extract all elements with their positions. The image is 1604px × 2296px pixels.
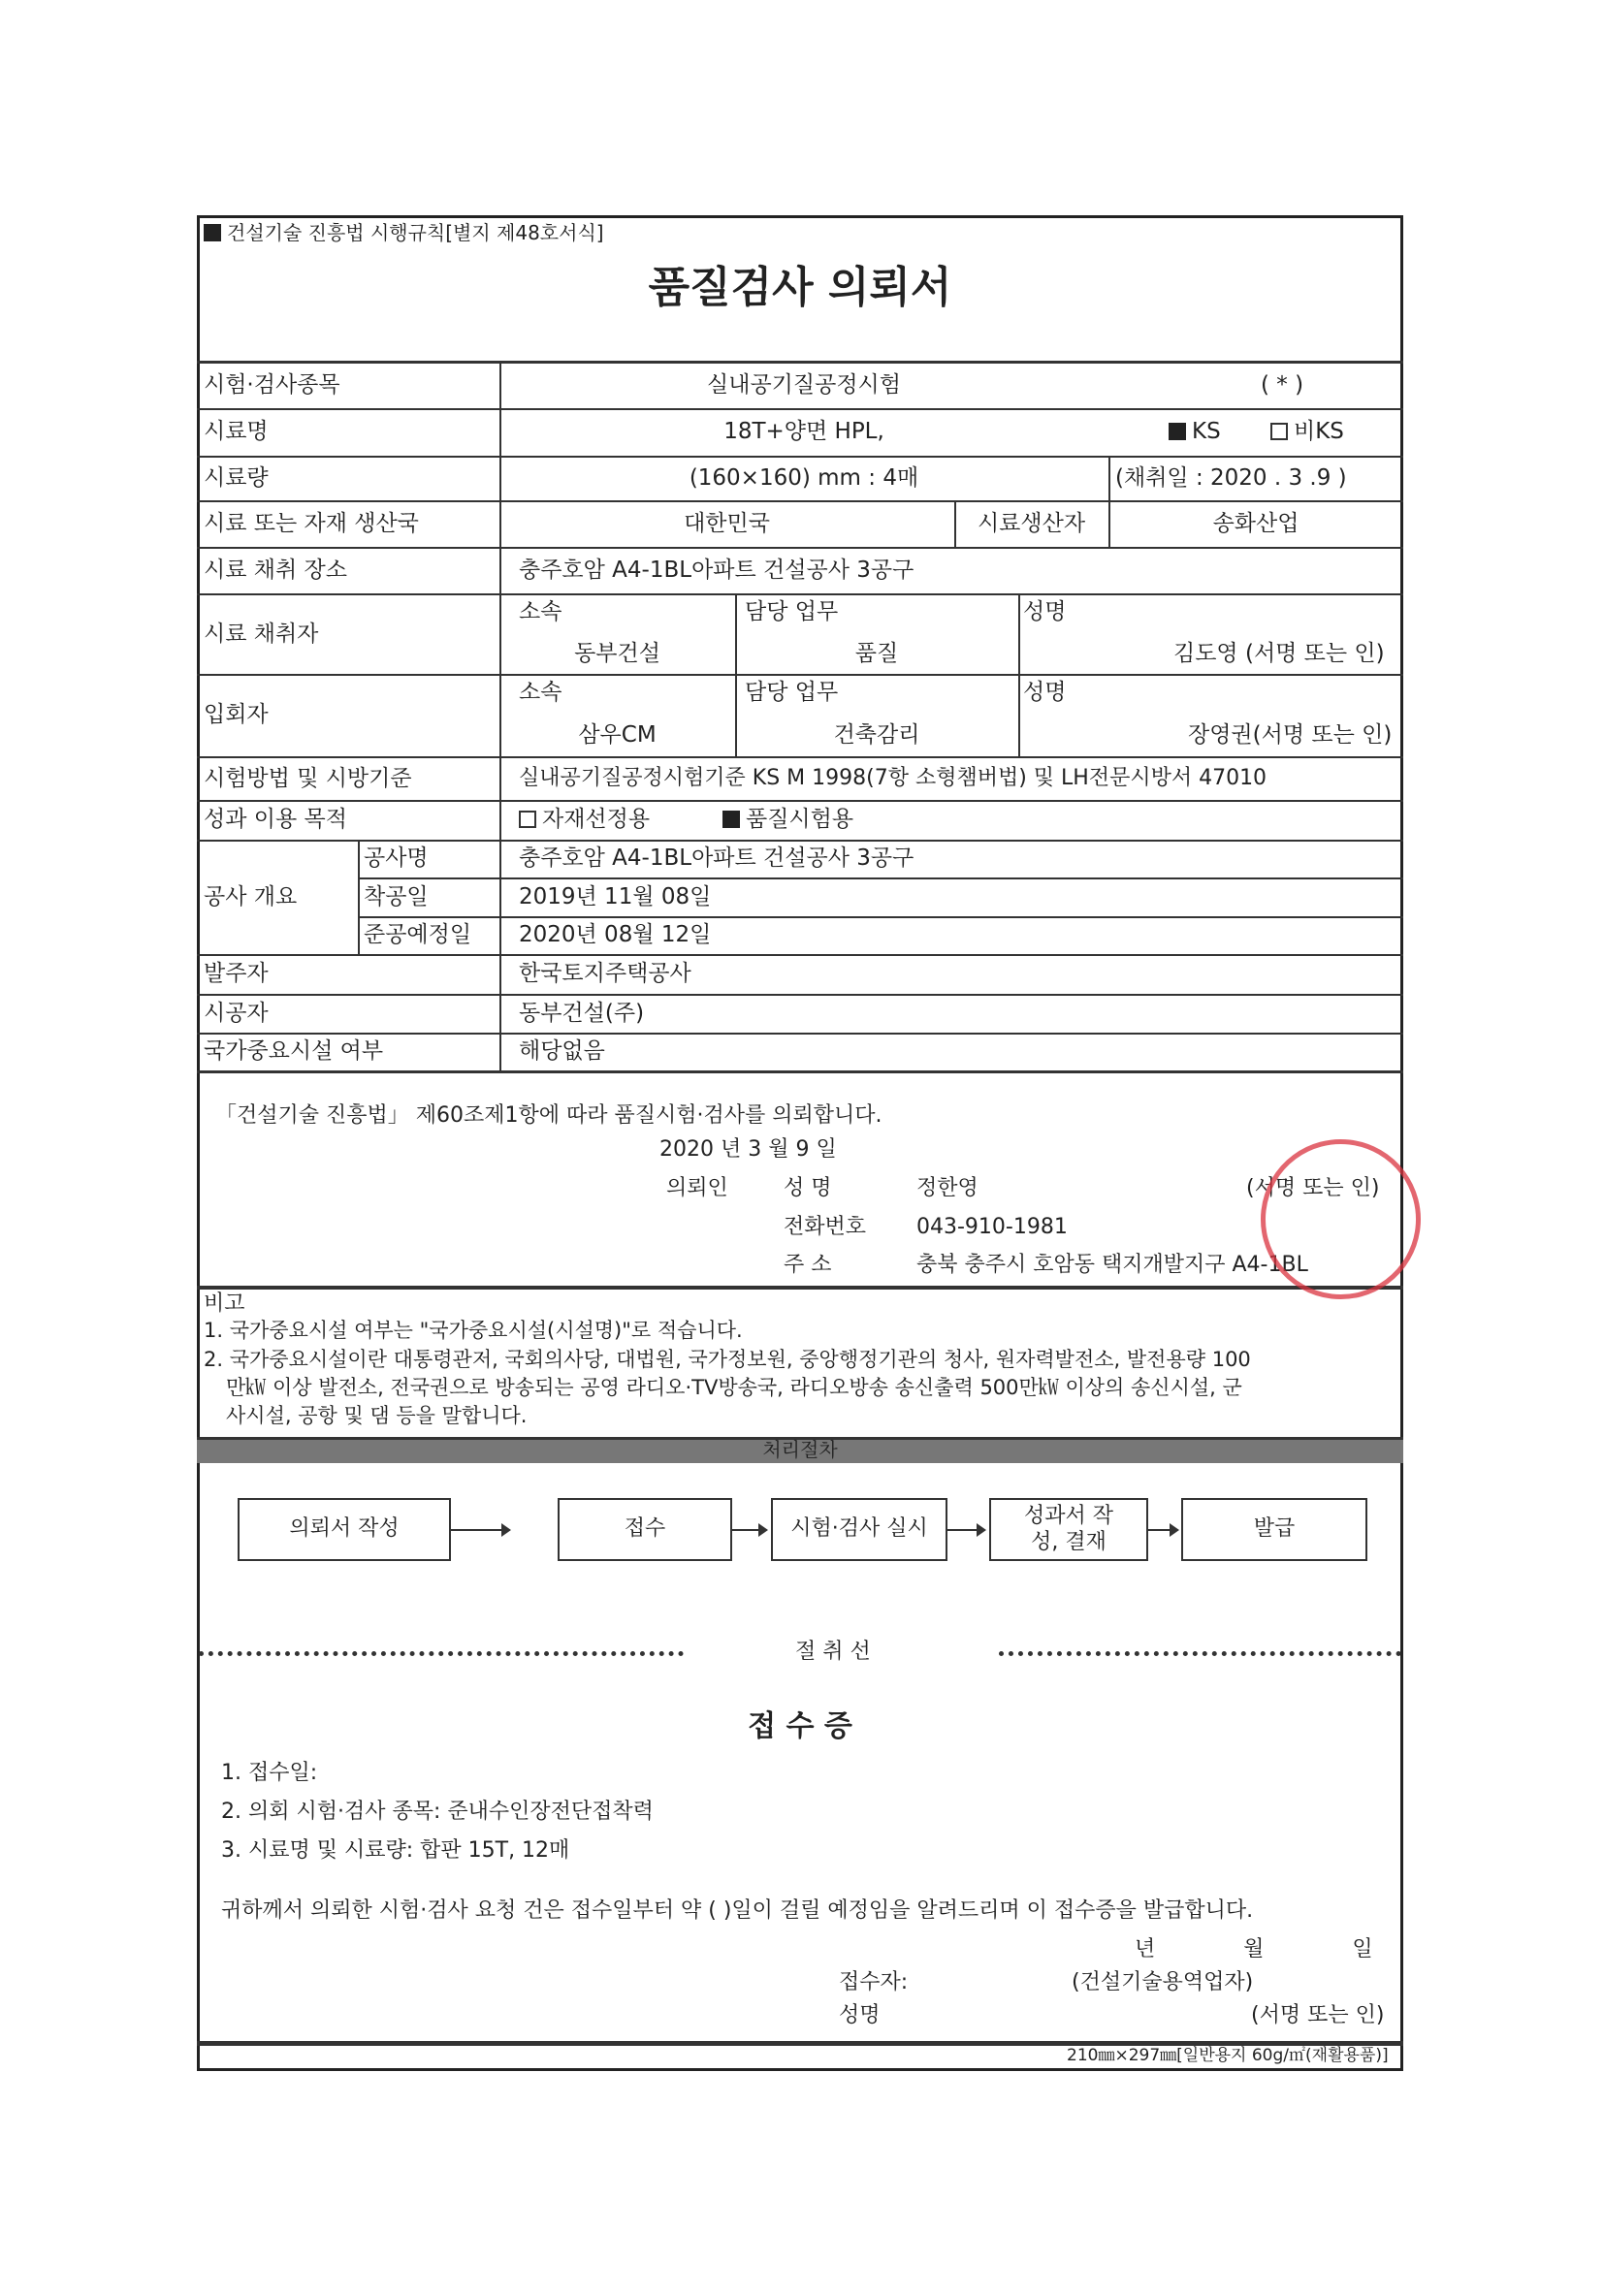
arrow-right-icon (732, 1529, 766, 1531)
witness-org: 삼우CM (578, 722, 657, 748)
sample-name-value: 18T+양면 HPL, (723, 419, 884, 444)
process-step-4: 성과서 작성, 결재 (989, 1498, 1148, 1561)
end-date: 2020년 08월 12일 (519, 922, 712, 947)
label-national: 국가중요시설 여부 (204, 1038, 384, 1064)
process-step-1: 의뢰서 작성 (238, 1498, 451, 1561)
receipt-item-1: 1. 접수일: (221, 1761, 318, 1785)
arrow-right-icon (947, 1529, 984, 1531)
form-reference: 건설기술 진흥법 시행규칙[별지 제48호서식] (204, 223, 604, 242)
label-sample-name: 시료명 (204, 419, 269, 444)
receipt-item-2: 2. 의회 시험·검사 종목: 준내수인장전단접착력 (221, 1800, 654, 1824)
paper-spec: 210㎜×297㎜[일반용지 60g/㎡(재활용품)] (1067, 2046, 1389, 2065)
empty-box-icon (1270, 423, 1288, 440)
cut-line-right (999, 1651, 1401, 1656)
process-step-2: 접수 (558, 1498, 732, 1561)
label-origin: 시료 또는 자재 생산국 (204, 511, 419, 536)
receipt-title: 접 수 증 (748, 1709, 852, 1743)
label-project: 공사 개요 (204, 884, 298, 909)
arrow-right-icon (451, 1529, 509, 1531)
receiver-name-label: 성명 (839, 2003, 881, 2027)
requester-label: 의뢰인 (666, 1176, 728, 1200)
note-2-cont2: 사시설, 공항 및 댐 등을 말합니다. (226, 1404, 528, 1427)
receipt-date: 년 월 일 (1135, 1937, 1373, 1961)
witness-name-label: 성명 (1023, 680, 1067, 705)
process-title: 처리절차 (762, 1438, 838, 1461)
sample-date: (채취일 : 2020 . 3 .9 ) (1115, 465, 1347, 491)
label-sampler: 시료 채취자 (204, 622, 319, 647)
label-method: 시험방법 및 시방기준 (204, 766, 412, 791)
start-date: 2019년 11월 08일 (519, 884, 712, 909)
contractor-value: 동부건설(주) (519, 1001, 645, 1026)
receiver-sign: (서명 또는 인) (1251, 2003, 1385, 2027)
non-ks-checkbox[interactable]: 비KS (1270, 421, 1344, 443)
witness-duty: 건축감리 (833, 722, 920, 748)
sampler-duty: 품질 (854, 641, 899, 666)
sampler-name: 김도영 (서명 또는 인) (1173, 641, 1385, 666)
process-step-3: 시험·검사 실시 (771, 1498, 947, 1561)
declaration-text: 「건설기술 진흥법」 제60조제1항에 따라 품질시험·검사를 의뢰합니다. (215, 1103, 882, 1128)
requester-name: 정한영 (916, 1176, 978, 1200)
label-end: 준공예정일 (364, 922, 472, 947)
receiver-company: (건설기술용역업자) (1072, 1970, 1254, 1994)
label-project-name: 공사명 (364, 845, 429, 871)
sign-placeholder: (서명 또는 인) (1246, 1176, 1380, 1200)
witness-duty-label: 담당 업무 (745, 680, 839, 705)
checked-box-icon (1169, 423, 1186, 440)
sampler-org-label: 소속 (519, 599, 562, 624)
note-1: 1. 국가중요시설 여부는 "국가중요시설(시설명)"로 적습니다. (204, 1319, 743, 1342)
address-label: 주 소 (784, 1253, 832, 1277)
witness-name: 장영권(서명 또는 인) (1188, 722, 1393, 748)
phone-label: 전화번호 (784, 1215, 867, 1239)
purpose-option-material[interactable]: 자재선정용 (519, 809, 650, 831)
arrow-right-icon (1148, 1529, 1177, 1531)
place-value: 충주호암 A4-1BL아파트 건설공사 3공구 (519, 558, 914, 583)
label-producer: 시료생산자 (977, 511, 1086, 536)
sampler-org: 동부건설 (574, 641, 660, 666)
cut-line-left (199, 1651, 684, 1656)
label-witness: 입회자 (204, 702, 269, 727)
ks-checkbox[interactable]: KS (1169, 421, 1221, 443)
note-2: 2. 국가중요시설이란 대통령관저, 국회의사당, 대법원, 국가정보원, 중앙행정기관의 청사, 원자력발전소, 발전용량 100 (204, 1348, 1251, 1371)
receiver-label: 접수자: (839, 1970, 909, 1994)
label-purpose: 성과 이용 목적 (204, 807, 347, 832)
method-value: 실내공기질공정시험기준 KS M 1998(7항 소형챔버법) 및 LH전문시방서 47010 (519, 766, 1267, 790)
project-name: 충주호암 A4-1BL아파트 건설공사 3공구 (519, 845, 914, 871)
label-contractor: 시공자 (204, 1001, 269, 1026)
witness-org-label: 소속 (519, 680, 562, 705)
sampler-name-label: 성명 (1023, 599, 1067, 624)
test-item-extra: ( * ) (1261, 372, 1304, 398)
purpose-option-quality[interactable]: 품질시험용 (722, 809, 853, 831)
receipt-message: 귀하께서 의뢰한 시험·검사 요청 건은 접수일부터 약 ( )일이 걸릴 예정임을 알려드리며 이 접수증을 발급합니다. (221, 1898, 1254, 1923)
sampler-duty-label: 담당 업무 (745, 599, 839, 624)
name-label: 성 명 (784, 1176, 832, 1200)
label-client: 발주자 (204, 961, 269, 986)
label-place: 시료 채취 장소 (204, 558, 347, 583)
note-2-cont: 만㎾ 이상 발전소, 전국권으로 방송되는 공영 라디오·TV방송국, 라디오방송 송신출력 500만㎾ 이상의 송신시설, 군 (226, 1376, 1242, 1399)
process-step-5: 발급 (1181, 1498, 1367, 1561)
declaration-date: 2020 년 3 월 9 일 (659, 1137, 837, 1162)
notes-title: 비고 (204, 1292, 245, 1316)
label-start: 착공일 (364, 884, 429, 909)
test-item-value: 실내공기질공정시험 (707, 372, 901, 398)
address-value: 충북 충주시 호암동 택지개발지구 A4-1BL (916, 1253, 1308, 1277)
page-title: 품질검사 의뢰서 (648, 263, 952, 312)
receipt-item-3: 3. 시료명 및 시료량: 합판 15T, 12매 (221, 1838, 570, 1863)
national-value: 해당없음 (519, 1038, 605, 1064)
label-test-item: 시험·검사종목 (204, 372, 340, 398)
origin-value: 대한민국 (684, 511, 770, 536)
cut-line-label: 절 취 선 (795, 1640, 871, 1664)
label-sample-qty: 시료량 (204, 465, 269, 491)
sample-qty-value: (160×160) mm : 4매 (689, 465, 919, 491)
client-value: 한국토지주택공사 (519, 961, 691, 986)
phone-value: 043-910-1981 (916, 1215, 1068, 1239)
producer-value: 송화산업 (1212, 511, 1299, 536)
